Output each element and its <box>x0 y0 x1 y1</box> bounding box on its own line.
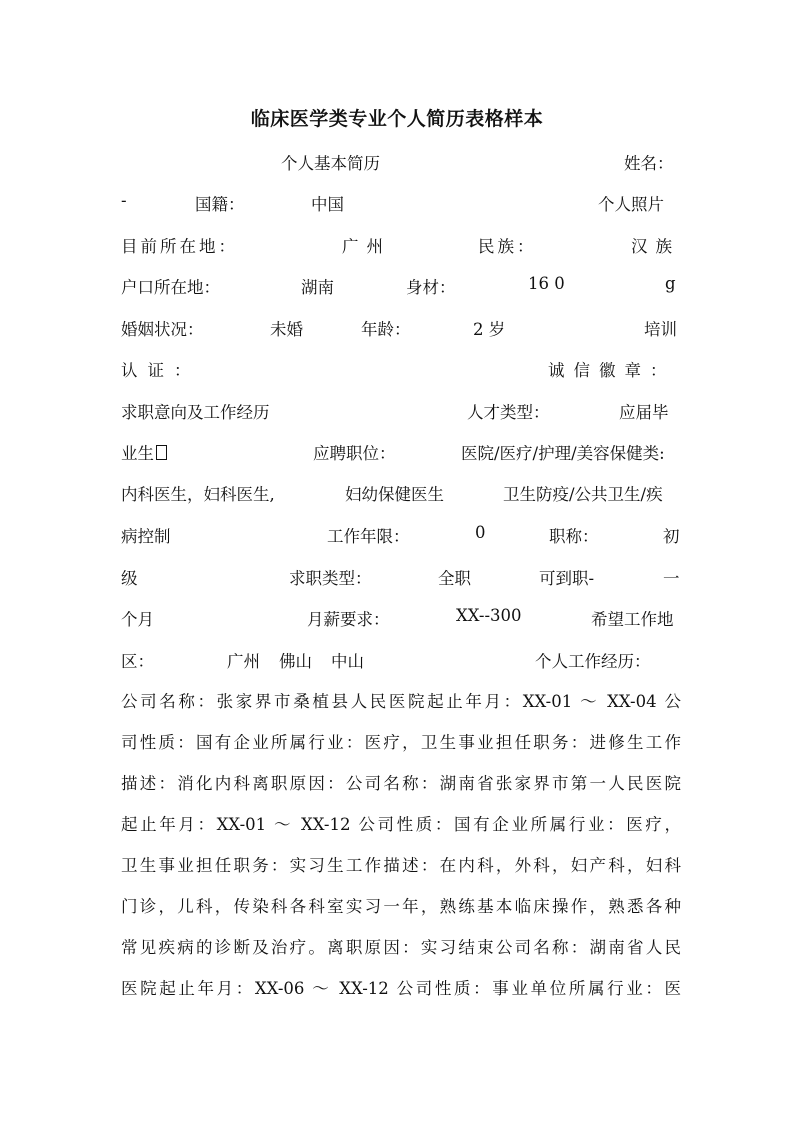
label-current-location: 目前所在地： <box>121 237 238 256</box>
label-talent-type: 人才类型： <box>467 403 550 422</box>
label-work-years: 工作年限： <box>327 527 410 546</box>
row-nationality <box>121 191 681 217</box>
value-name: - <box>121 191 127 210</box>
label-age: 年龄： <box>361 320 411 339</box>
value-region-foshan: 佛山 <box>279 652 312 671</box>
document-title: 临床医学类专业个人简历表格样本 <box>250 108 544 130</box>
value-age: 2 岁 <box>473 320 506 339</box>
graduate-text: 业生 <box>121 444 154 463</box>
row-job-type <box>121 565 681 591</box>
checkbox-icon <box>156 445 167 460</box>
value-work-years: 0 <box>475 523 486 542</box>
value-region-guangzhou: 广州 <box>227 652 260 671</box>
label-nationality: 国籍： <box>195 195 245 214</box>
work-experience-paragraph <box>121 689 681 1017</box>
row-work-years <box>121 523 681 549</box>
value-available-cont: 个月 <box>121 610 154 629</box>
row-certification <box>121 357 681 383</box>
row-marital <box>121 316 681 342</box>
value-applied-position: 医院/医疗/护理/美容保健类: <box>461 444 665 463</box>
value-talent-type-cont <box>121 440 167 464</box>
label-height: 身材： <box>406 278 456 297</box>
section-heading-job: 求职意向及工作经历 <box>121 403 270 422</box>
label-marital: 婚姻状况： <box>121 320 204 339</box>
paragraph-line: 司性质：国有企业所属行业：医疗，卫生事业担任职务：进修生工作 <box>121 733 681 752</box>
value-position-detail-b: 妇幼保健医生 <box>345 485 444 504</box>
value-region-zhongshan: 中山 <box>331 652 364 671</box>
label-certification: 认证： <box>121 361 201 380</box>
row-salary <box>121 606 681 632</box>
paragraph-line: 起止年月：XX-01 ～ XX-12 公司性质：国有企业所属行业：医疗， <box>121 815 681 834</box>
value-marital: 未婚 <box>270 320 303 339</box>
label-photo: 个人照片 <box>598 195 664 214</box>
section-heading-experience: 个人工作经历： <box>535 652 651 671</box>
label-name: 姓名： <box>624 154 674 173</box>
label-job-type: 求职类型： <box>289 569 372 588</box>
value-height: 16 0 <box>528 274 565 293</box>
value-job-type: 全职 <box>438 569 471 588</box>
value-talent-type: 应届毕 <box>619 403 669 422</box>
value-position-detail-c: 卫生防疫/公共卫生/疾 <box>503 485 663 504</box>
label-applied-position: 应聘职位： <box>313 444 396 463</box>
value-ethnicity: 汉族 <box>631 237 680 256</box>
label-hukou: 户口所在地： <box>121 278 220 297</box>
paragraph-line: 描述：消化内科离职原因：公司名称：湖南省张家界市第一人民医院 <box>121 774 681 793</box>
value-nationality: 中国 <box>311 195 344 214</box>
value-position-detail-d: 病控制 <box>121 527 171 546</box>
label-integrity-badge: 诚信徽章： <box>548 361 676 380</box>
row-job-intention <box>121 399 681 425</box>
value-title-cont: 级 <box>121 569 138 588</box>
label-training: 培训 <box>644 320 677 339</box>
label-work-region-cont: 区： <box>121 652 154 671</box>
paragraph-line: 常见疾病的诊断及治疗。离职原因：实习结束公司名称：湖南省人民 <box>121 938 681 957</box>
value-current-location: 广州 <box>342 237 391 256</box>
label-title: 职称： <box>549 527 599 546</box>
paragraph-line: 公司名称：张家界市桑植县人民医院起止年月：XX-01 ～ XX-04 公 <box>121 692 681 711</box>
value-available: 一 <box>663 569 680 588</box>
label-work-region: 希望工作地 <box>591 610 674 629</box>
value-title: 初 <box>663 527 680 546</box>
paragraph-line: 医院起止年月：XX-06 ～ XX-12 公司性质：事业单位所属行业：医 <box>121 979 681 998</box>
label-available: 可到职- <box>539 569 595 588</box>
paragraph-line: 门诊，儿科，传染科各科室实习一年，熟练基本临床操作，熟悉各种 <box>121 897 681 916</box>
value-position-detail-a: 内科医生，妇科医生, <box>121 485 275 504</box>
row-location <box>121 233 681 259</box>
label-ethnicity: 民族： <box>478 237 537 256</box>
row-basic-info <box>121 150 681 176</box>
paragraph-line: 卫生事业担任职务：实习生工作描述：在内科，外科，妇产科，妇科 <box>121 856 681 875</box>
value-hukou: 湖南 <box>301 278 334 297</box>
section-heading-basic: 个人基本简历 <box>281 154 380 173</box>
row-region <box>121 648 681 674</box>
row-position <box>121 440 681 466</box>
row-position-detail <box>121 481 681 507</box>
label-salary: 月薪要求： <box>307 610 390 629</box>
value-height-unit: g <box>665 274 676 293</box>
value-salary: XX--300 <box>456 606 522 625</box>
row-hukou <box>121 274 681 300</box>
